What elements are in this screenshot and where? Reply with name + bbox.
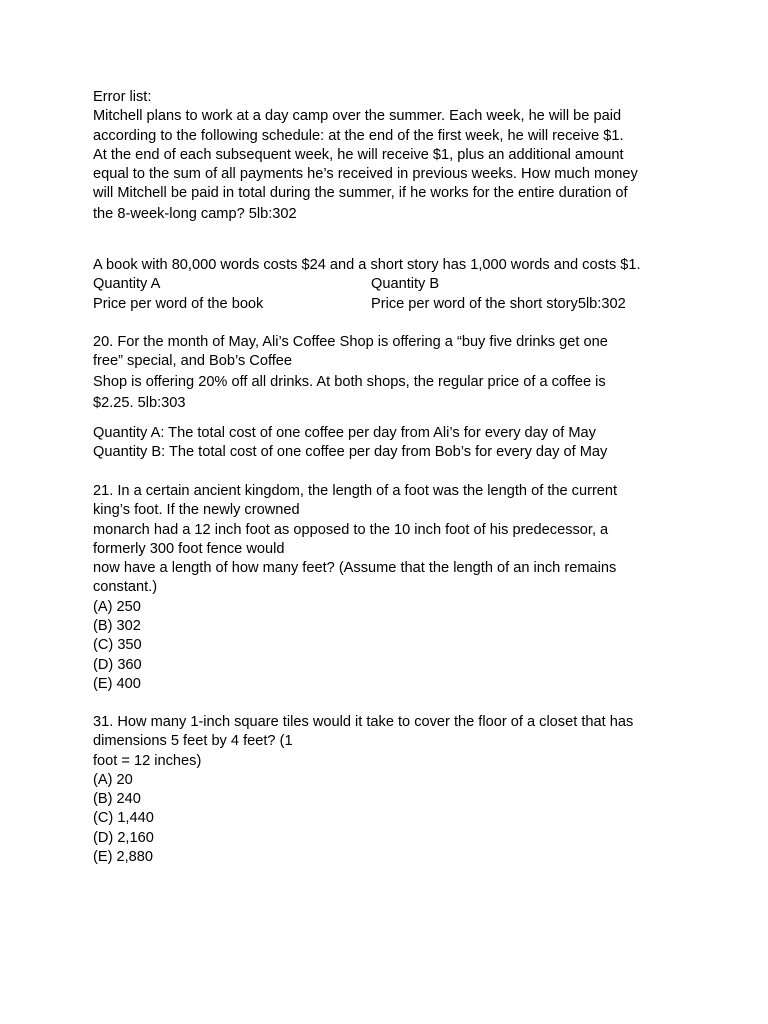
answer-choice: (A) 250 xyxy=(93,598,141,615)
foot-problem-section xyxy=(93,482,683,694)
quantity-b-label: Quantity B xyxy=(371,276,440,293)
coffee-problem-line: 20. For the month of May, Ali’s Coffee Shop is offering a “buy five drinks get one xyxy=(93,334,608,350)
coffee-problem-section xyxy=(93,333,683,463)
quantity-a-label: Quantity A xyxy=(93,276,161,293)
foot-problem-line: king’s foot. If the newly crowned xyxy=(93,502,300,519)
quantity-header-row xyxy=(93,275,683,294)
error-list-line: Mitchell plans to work at a day camp over the summer. Each week, he will be paid xyxy=(93,108,622,125)
foot-problem-line: constant.) xyxy=(93,579,158,596)
tile-problem-line: dimensions 5 feet by 4 feet? (1 xyxy=(93,733,293,750)
answer-choice: (C) 1,440 xyxy=(93,810,154,827)
answer-choice: (E) 2,880 xyxy=(93,849,154,866)
error-list-line: will Mitchell be paid in total during the summer, if he works for the entire duration of xyxy=(93,185,628,202)
coffee-problem-line: $2.25. 5lb:303 xyxy=(93,394,186,411)
foot-problem-line: now have a length of how many feet? (Assume that the length of an inch remains xyxy=(93,560,617,577)
answer-choice: (B) 302 xyxy=(93,618,141,635)
quantity-b-text: Price per word of the short story5lb:302 xyxy=(371,295,626,312)
foot-problem-line: 21. In a certain ancient kingdom, the length of a foot was the length of the current xyxy=(93,483,618,499)
error-list-title: Error list: xyxy=(93,89,152,105)
answer-choice: (B) 240 xyxy=(93,791,141,808)
answer-choice: (A) 20 xyxy=(93,771,133,788)
error-list-line: the 8-week-long camp? 5lb:302 xyxy=(93,205,297,222)
tile-problem-line: 31. How many 1-inch square tiles would it take to cover the floor of a closet that has xyxy=(93,714,634,730)
tile-problem-line: foot = 12 inches) xyxy=(93,752,202,769)
quantity-value-row xyxy=(93,295,683,314)
coffee-quantity-a: Quantity A: The total cost of one coffee per day from Ali’s for every day of May xyxy=(93,425,596,442)
coffee-problem-line: free” special, and Bob’s Coffee xyxy=(93,353,293,370)
coffee-problem-line: Shop is offering 20% off all drinks. At both shops, the regular price of a coffee is xyxy=(93,373,606,390)
coffee-quantity-b: Quantity B: The total cost of one coffee per day from Bob’s for every day of May xyxy=(93,444,608,461)
foot-problem-line: formerly 300 foot fence would xyxy=(93,540,285,557)
book-problem-statement: A book with 80,000 words costs $24 and a short story has 1,000 words and costs $1. xyxy=(93,257,641,273)
error-list-line: according to the following schedule: at the end of the first week, he will receive $1. xyxy=(93,127,624,144)
foot-problem-line: monarch had a 12 inch foot as opposed to the 10 inch foot of his predecessor, a xyxy=(93,521,609,538)
error-list-line: equal to the sum of all payments he’s received in previous weeks. How much money xyxy=(93,166,638,183)
answer-choice: (E) 400 xyxy=(93,675,141,692)
answer-choice: (C) 350 xyxy=(93,637,142,654)
answer-choice: (D) 360 xyxy=(93,656,142,673)
tile-problem-section xyxy=(93,713,683,867)
error-list-section xyxy=(93,88,683,224)
quantity-a-text: Price per word of the book xyxy=(93,295,264,312)
book-problem-section xyxy=(93,256,683,314)
error-list-line: At the end of each subsequent week, he will receive $1, plus an additional amount xyxy=(93,146,624,163)
answer-choice: (D) 2,160 xyxy=(93,829,154,846)
